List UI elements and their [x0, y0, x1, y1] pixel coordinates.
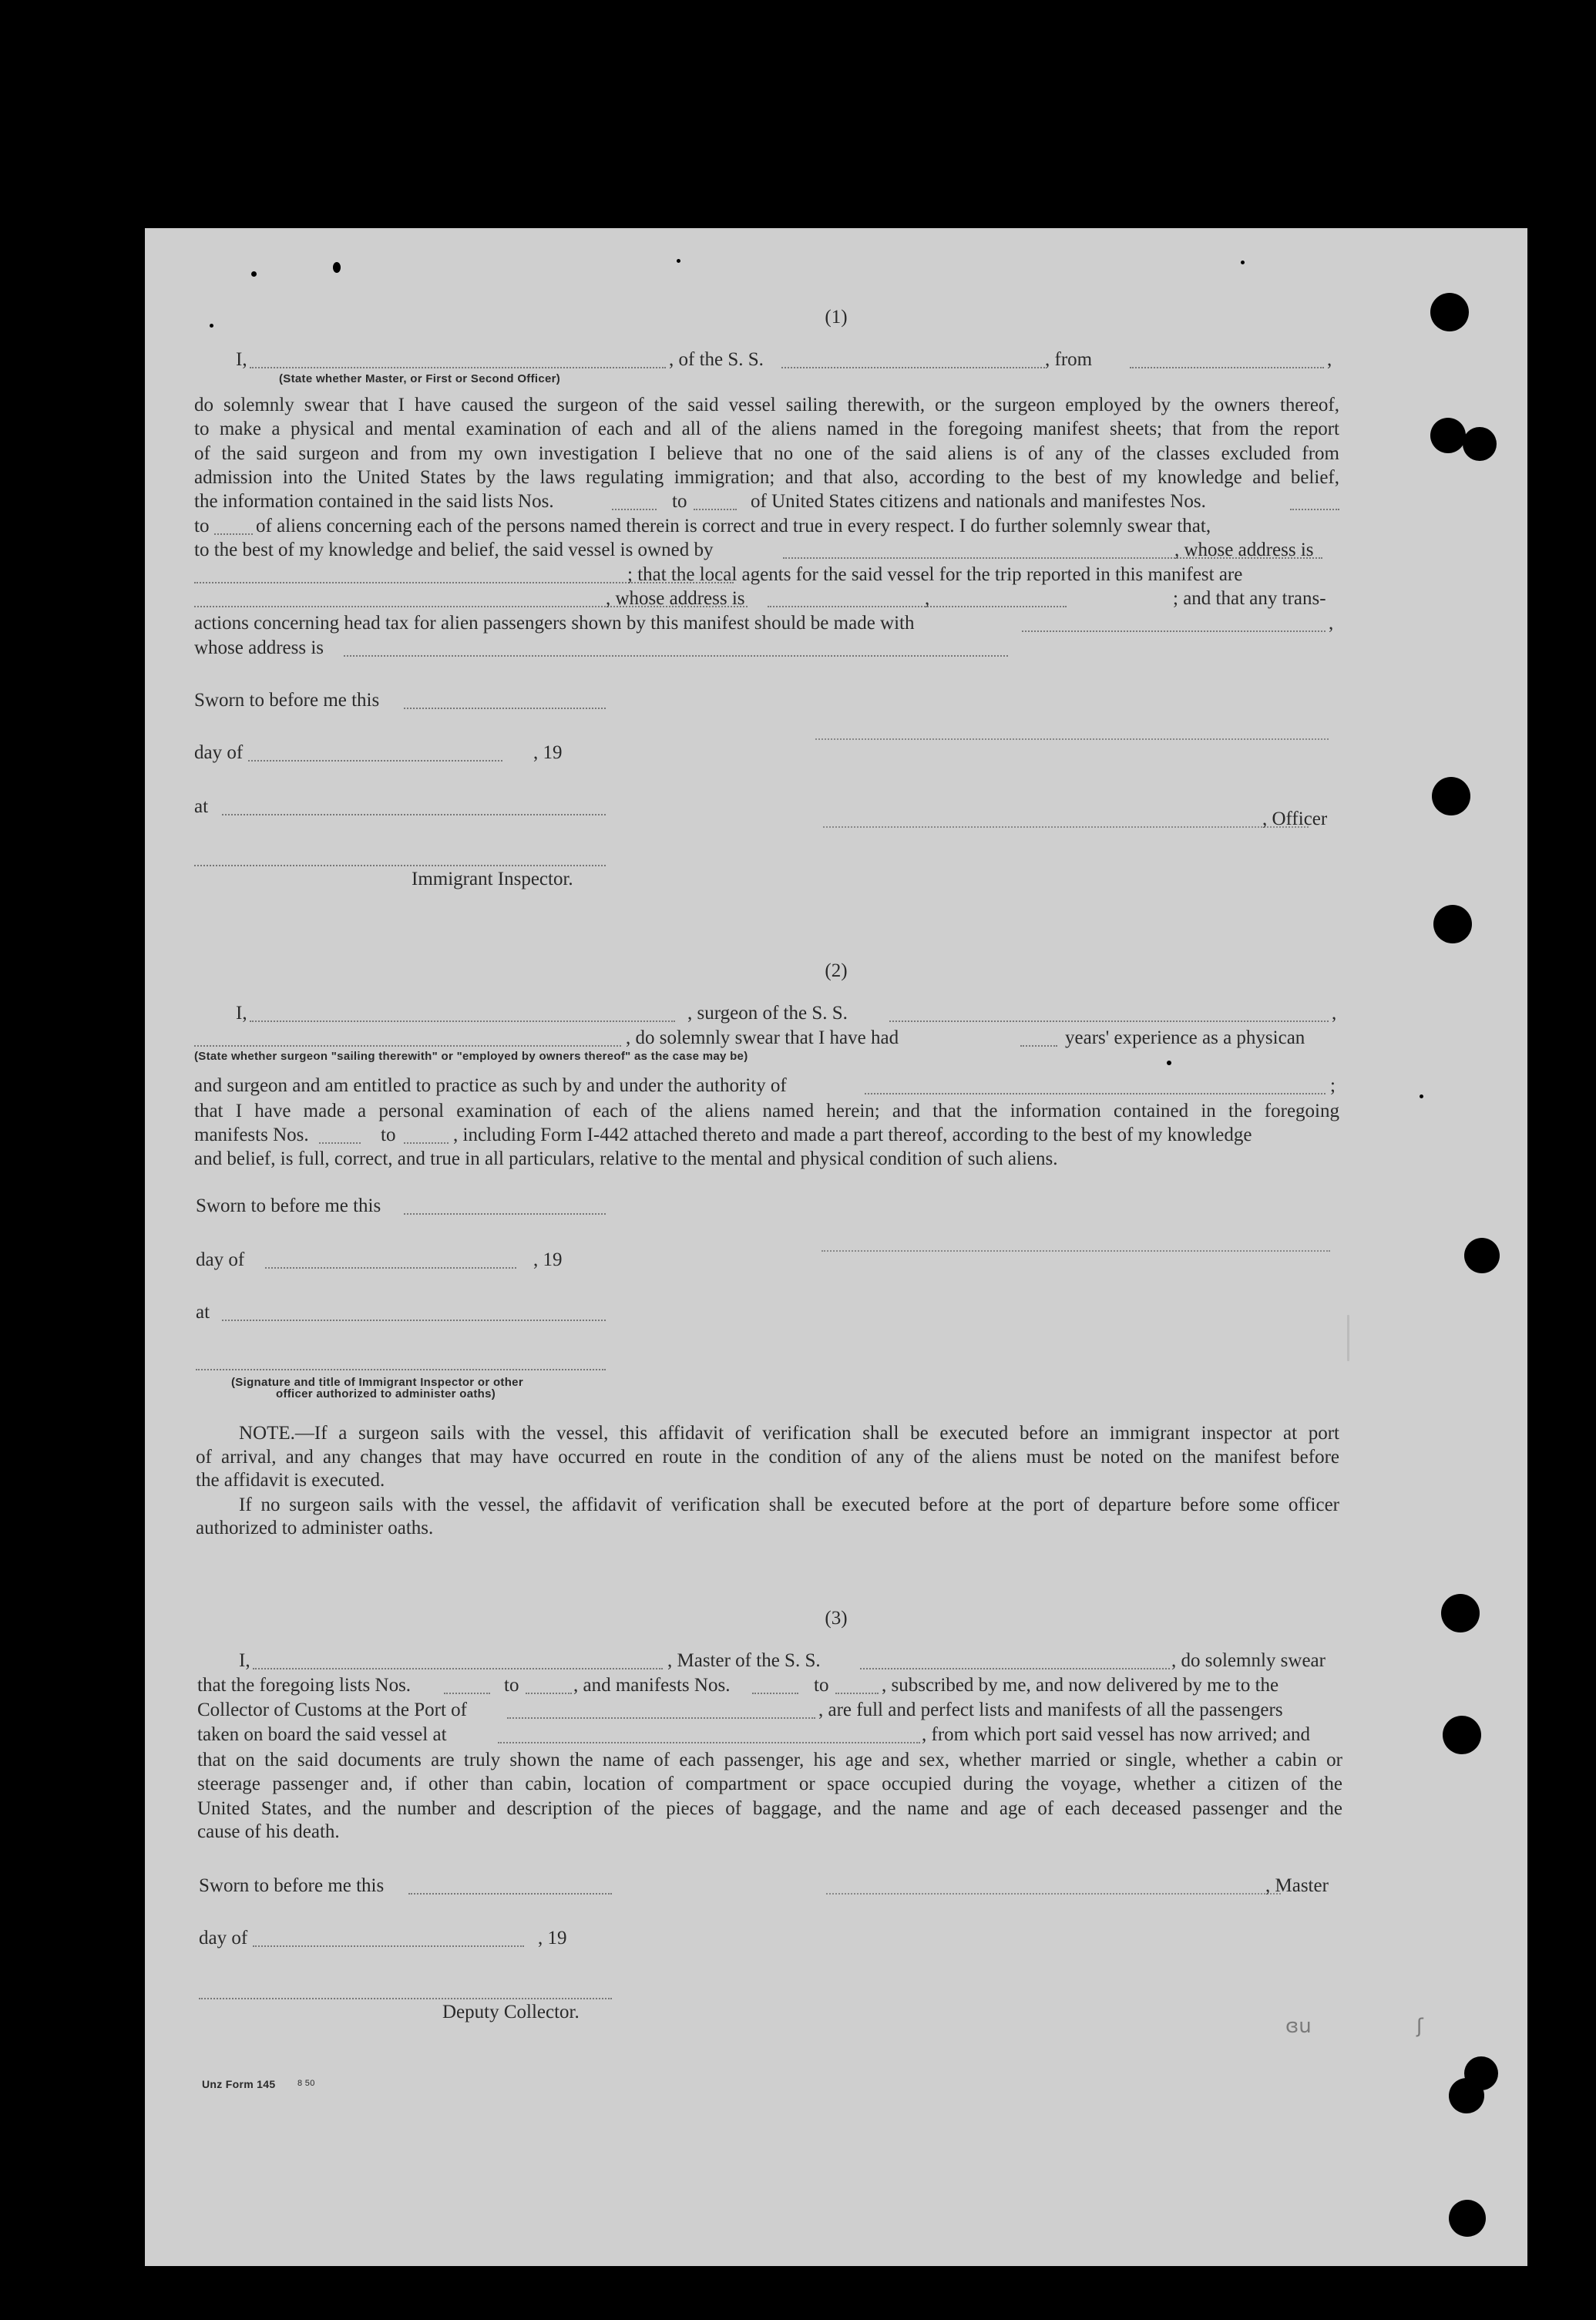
- s2-capacity-hint: (State whether surgeon "sailing therewith" or "employed by owners thereof" as the case may be): [194, 1050, 748, 1063]
- speck: [251, 271, 257, 277]
- s2-day-of-label: day of: [196, 1249, 245, 1270]
- s2-belief-text: and belief, is full, correct, and true in all particulars, relative to the mental and physical condition of such aliens.: [194, 1148, 1058, 1169]
- s3-list-to-field[interactable]: [526, 1693, 572, 1694]
- s1-oath-line: admission into the United States by the laws regulating immigration; and that also, according to the best of my knowledge and belief,: [194, 467, 1339, 488]
- s1-inspector-signature-field[interactable]: [194, 865, 606, 866]
- s3-perfect-text: , are full and perfect lists and manifests of all the passengers: [818, 1700, 1283, 1720]
- s2-sworn-day-field[interactable]: [404, 1213, 606, 1215]
- s1-i-label: I,: [236, 349, 247, 370]
- s1-signature-line[interactable]: [815, 738, 1329, 740]
- pencil-mark: ɞu: [1285, 2015, 1312, 2038]
- s3-collector-signature-field[interactable]: [199, 1998, 612, 1999]
- s1-trans-text: ; and that any trans-: [1173, 588, 1326, 609]
- s3-master-signature-line[interactable]: [826, 1893, 1281, 1895]
- s3-arrived-text: , from which port said vessel has now arrived; and: [922, 1724, 1311, 1745]
- s1-vessel-name-field[interactable]: [781, 367, 1045, 368]
- s1-comma3: ,: [1329, 613, 1334, 634]
- s1-inspector-label: Immigrant Inspector.: [412, 869, 573, 889]
- s3-manifest-from-field[interactable]: [752, 1693, 798, 1694]
- s3-to-label: to: [504, 1675, 519, 1696]
- binder-hole: [1449, 2200, 1486, 2237]
- s2-authority-text: and surgeon and am entitled to practice as such by and under the authority of: [194, 1075, 787, 1096]
- s3-doc-line: United States, and the number and description of the pieces of baggage, and the name and age of each deceased passenger and the: [197, 1798, 1342, 1819]
- s3-to2-label: to: [814, 1675, 829, 1696]
- s1-officer-signature-line[interactable]: [823, 826, 1309, 828]
- s2-year-label: , 19: [533, 1249, 563, 1270]
- section-3-number: (3): [825, 1608, 848, 1629]
- s2-swear-text: , do solemnly swear that I have had: [626, 1027, 899, 1048]
- s3-swear-text: , do solemnly swear: [1171, 1650, 1326, 1671]
- speck: [1420, 1094, 1423, 1098]
- s3-subscribed-text: , subscribed by me, and now delivered by me to the: [882, 1675, 1279, 1696]
- binder-hole: [1449, 2078, 1484, 2113]
- s2-manifests-label: manifests Nos.: [194, 1125, 309, 1145]
- s3-departure-port-field[interactable]: [498, 1742, 920, 1743]
- s1-month-field[interactable]: [248, 760, 502, 762]
- s2-note-line: the affidavit is executed.: [196, 1470, 385, 1491]
- s3-doc-line: cause of his death.: [197, 1821, 340, 1842]
- s1-agents-text: ; that the local agents for the said vessel for the trip reported in this manifest are: [627, 564, 1243, 585]
- manifest-affidavit-sheet: [145, 228, 1527, 2266]
- s2-note-line: authorized to administer oaths.: [196, 1518, 434, 1538]
- s2-sworn-label: Sworn to before me this: [196, 1195, 381, 1216]
- s2-inspector-signature-field[interactable]: [196, 1369, 606, 1370]
- pencil-mark: ʃ: [1416, 2015, 1423, 2038]
- s1-from-port-field[interactable]: [1130, 367, 1324, 368]
- s3-master-label: , Master: [1265, 1875, 1329, 1896]
- speck: [333, 262, 341, 273]
- s3-manifest-to-field[interactable]: [835, 1693, 879, 1694]
- s1-officer-name-field[interactable]: [250, 367, 666, 368]
- s1-sworn-label: Sworn to before me this: [194, 690, 380, 711]
- s3-vessel-name-field[interactable]: [860, 1668, 1170, 1669]
- s1-citizens-text: of United States citizens and nationals and manifestes Nos.: [751, 491, 1206, 512]
- s2-vessel-name-field[interactable]: [889, 1020, 1329, 1022]
- s1-comma: ,: [1327, 349, 1332, 370]
- s3-list-from-field[interactable]: [444, 1693, 490, 1694]
- speck: [677, 259, 680, 263]
- s3-master-name-field[interactable]: [253, 1668, 663, 1669]
- s1-officer-label: , Officer: [1262, 809, 1328, 829]
- s1-comma2: ,: [925, 588, 930, 609]
- s2-surgeon-label: , surgeon of the S. S.: [687, 1003, 848, 1024]
- s3-month-field[interactable]: [253, 1945, 524, 1947]
- s2-sig-hint-2: officer authorized to administer oaths): [276, 1387, 496, 1400]
- s1-manifest-to-field[interactable]: [214, 533, 253, 535]
- s1-place-field[interactable]: [222, 814, 606, 815]
- s3-master-of-label: , Master of the S. S.: [667, 1650, 821, 1671]
- s1-manifest-from-field[interactable]: [1290, 509, 1339, 510]
- speck: [1241, 261, 1245, 264]
- s3-taken-text: taken on board the said vessel at: [197, 1724, 447, 1745]
- s3-sworn-label: Sworn to before me this: [199, 1875, 385, 1896]
- form-code: 8 50: [297, 2079, 315, 2088]
- s1-aliens-text: of aliens concerning each of the persons named therein is correct and true in every respect. I do further solemnly swear that,: [256, 516, 1211, 536]
- s2-surgeon-name-field[interactable]: [250, 1020, 675, 1022]
- s2-note-line: NOTE.—If a surgeon sails with the vessel, this affidavit of verification shall be executed before an immigrant inspector at port: [239, 1423, 1339, 1444]
- s2-manifest-to-field[interactable]: [404, 1142, 449, 1144]
- s3-deputy-label: Deputy Collector.: [442, 2002, 580, 2022]
- speck: [1167, 1061, 1171, 1065]
- s3-doc-line: steerage passenger and, if other than cabin, location of compartment or space occupied during the voyage, whether a citizen of the: [197, 1774, 1342, 1794]
- s1-owned-text: to the best of my knowledge and belief, the said vessel is owned by: [194, 540, 714, 560]
- binder-hole: [1433, 905, 1472, 943]
- s1-officer-hint: (State whether Master, or First or Second Officer): [279, 372, 561, 385]
- s3-i-label: I,: [239, 1650, 250, 1671]
- s3-manifests-text: , and manifests Nos.: [573, 1675, 731, 1696]
- s3-day-of-label: day of: [199, 1928, 248, 1948]
- binder-hole: [1464, 1238, 1500, 1273]
- s2-including-text: , including Form I-442 attached thereto and made a part thereof, according to the best of my knowledge: [453, 1125, 1252, 1145]
- form-number: Unz Form 145: [202, 2078, 276, 2090]
- s1-whose-address3-label: whose address is: [194, 637, 324, 658]
- s2-comma: ,: [1332, 1003, 1337, 1024]
- s1-sworn-day-field[interactable]: [404, 708, 606, 709]
- binder-hole: [1463, 427, 1497, 461]
- s3-year-label: , 19: [538, 1928, 567, 1948]
- s2-note-line: If no surgeon sails with the vessel, the affidavit of verification shall be executed before at the port of departure before some officer: [239, 1495, 1339, 1515]
- s1-to2-label: to: [194, 516, 210, 536]
- s2-note-line: of arrival, and any changes that may have occurred en route in the condition of any of the aliens must be noted on the manifest before: [196, 1447, 1339, 1468]
- s1-year-label: , 19: [533, 742, 563, 763]
- s1-head-tax-text: actions concerning head tax for alien passengers shown by this manifest should be made with: [194, 613, 915, 634]
- s1-to-label: to: [672, 491, 687, 512]
- s3-foregoing-text: that the foregoing lists Nos.: [197, 1675, 412, 1696]
- s1-tax-address-field[interactable]: [344, 655, 1008, 657]
- s2-years-text: years' experience as a physican: [1065, 1027, 1305, 1048]
- s1-from-label: , from: [1045, 349, 1093, 370]
- section-2-number: (2): [825, 960, 848, 981]
- s1-head-tax-field[interactable]: [1022, 630, 1326, 632]
- s1-oath-line: of the said surgeon and from my own investigation I believe that no one of the said aliens is of any of the classes excluded from: [194, 443, 1339, 464]
- s1-at-label: at: [194, 796, 209, 817]
- s1-oath-line: to make a physical and mental examination of each and all of the aliens named in the foregoing manifest sheets; that from the report: [194, 419, 1339, 439]
- s2-month-field[interactable]: [265, 1267, 516, 1269]
- s1-oath-line: do solemnly swear that I have caused the surgeon of the said vessel sailing therewith, or the surgeon employed by the owners thereof,: [194, 395, 1339, 415]
- s2-years-field[interactable]: [1020, 1045, 1057, 1047]
- s1-of-ss-label: , of the S. S.: [669, 349, 764, 370]
- s2-place-field[interactable]: [222, 1320, 606, 1321]
- s2-semicolon: ;: [1330, 1075, 1336, 1096]
- s1-agent-address-field[interactable]: [768, 606, 1067, 607]
- s3-port-field[interactable]: [507, 1717, 815, 1719]
- s3-collector-text: Collector of Customs at the Port of: [197, 1700, 467, 1720]
- s2-manifest-from-field[interactable]: [319, 1142, 361, 1144]
- s1-whose-address2-label: , whose address is: [606, 588, 745, 609]
- binder-hole: [1443, 1716, 1481, 1754]
- s2-authority-field[interactable]: [865, 1093, 1326, 1094]
- binder-hole: [1430, 418, 1466, 453]
- s2-signature-line[interactable]: [822, 1250, 1330, 1252]
- section-1-number: (1): [825, 307, 848, 328]
- s1-whose-address-label: , whose address is: [1174, 540, 1314, 560]
- s1-list-from-field[interactable]: [612, 509, 657, 510]
- s2-at-label: at: [196, 1302, 210, 1323]
- s2-to-label: to: [381, 1125, 396, 1145]
- paper-mark: [1347, 1315, 1349, 1361]
- s2-sig-hint-1: (Signature and title of Immigrant Inspector or other: [231, 1376, 523, 1389]
- s2-capacity-field[interactable]: [194, 1045, 621, 1047]
- s1-list-to-field[interactable]: [694, 509, 737, 510]
- s2-i-label: I,: [236, 1003, 247, 1024]
- s3-sworn-day-field[interactable]: [408, 1893, 612, 1895]
- s1-info-text: the information contained in the said lists Nos.: [194, 491, 554, 512]
- s3-doc-line: that on the said documents are truly shown the name of each passenger, his age and sex, whether married or single, whether a cabin or: [197, 1750, 1342, 1770]
- s2-exam-line: that I have made a personal examination of each of the aliens named herein; and that the information contained in the foregoing: [194, 1101, 1339, 1121]
- binder-hole: [1432, 777, 1470, 815]
- s1-day-of-label: day of: [194, 742, 244, 763]
